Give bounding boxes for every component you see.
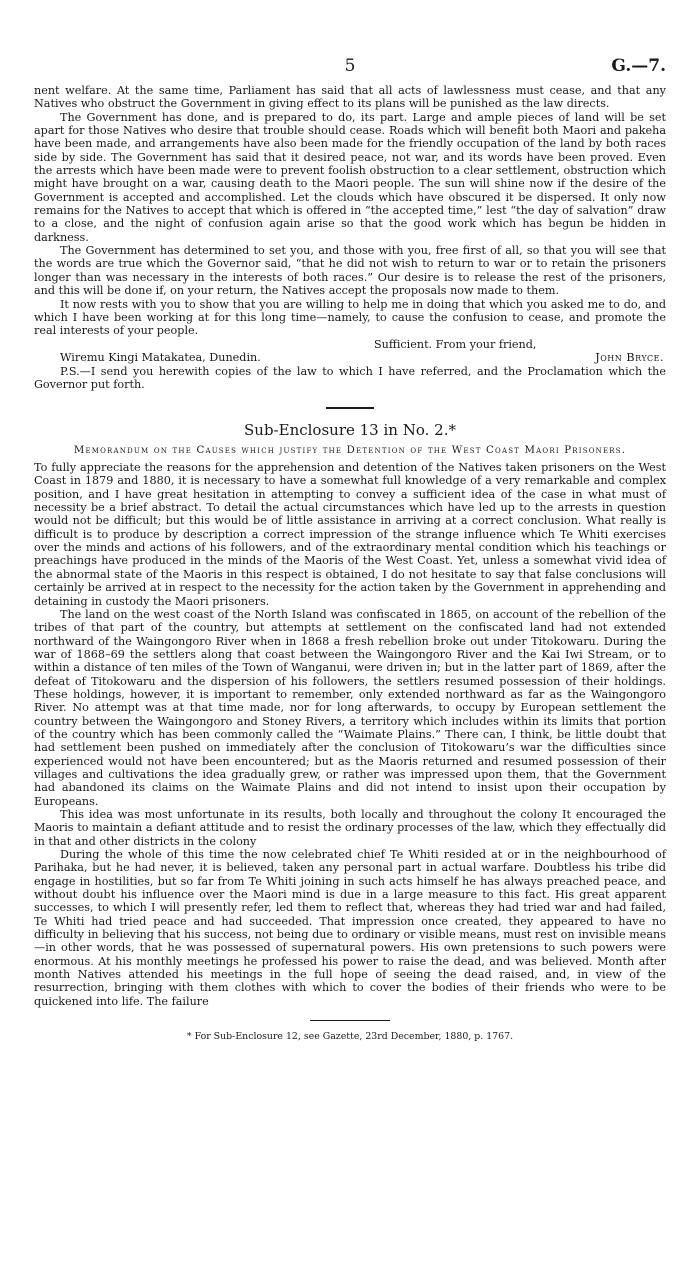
memorandum-paragraph: During the whole of this time the now celebrated chief Te Whiti resided at or in the neighbourhood of Parihaka, but he had never, it is believed, taken any personal part in actual warfare. Doubtless his tribe did engage in hostilities, but so far from Te Whiti joining in such acts himself he has always preached peace, and without doubt his influence over the Maori mind is due in a large measure to this fact. His great apparent successes, to which I will presently refer, led them to reflect that, whereas they had tried war and had failed, Te Whiti had tried peace and had succeeded. That impression once created, they appeared to have no difficulty in believing that his success, not being due to ordinary or visible means, must rest on invisible means—in other words, that he was possessed of supernatural powers. His own pretensions to such powers were enormous. At his monthly meetings he professed his power to raise the dead, and was believed. Month after month Natives attended his meetings in the full hope of seeing the dead raised, and, in view of the resurrection, bringing with them clothes with which to cover the bodies of their friends who were to be quickened into life. The failure xyxy=(34,848,666,1008)
memorandum-paragraph: This idea was most unfortunate in its results, both locally and throughout the colony It encouraged the Maoris to maintain a defiant attitude and to resist the ordinary processes of the law, which they effectually did in that and other districts in the colony xyxy=(34,808,666,848)
memorandum-paragraph: The land on the west coast of the North Island was confiscated in 1865, on account of the rebellion of the tribes of that part of the country, but attempts at settlement on the confiscated land had not extended northward of the Waingongoro River when in 1868 a fresh rebellion broke out under Titokowaru. During the war of 1868–69 the settlers along that coast between the Waingongoro River and the Kai Iwi Stream, or to within a distance of ten miles of the Town of Wanganui, were driven in; but in the latter part of 1869, after the defeat of Titokowaru and the dispersion of his followers, the settlers resumed possession of their holdings. These holdings, however, it is important to remember, only extended northward as far as the Waingongoro River. No attempt was at that time made, nor for long afterwards, to occupy by European settlement the country between the Waingongoro and Stoney Rivers, a territory which includes within its limits that portion of the country which has been commonly called the “Waimate Plains.” There can, I think, be little doubt that had settlement been pushed on immediately after the conclusion of Titokowaru’s war the difficulties since experienced would not have been encountered; but as the Maoris returned and resumed possession of their villages and cultivations the idea gradually grew, or rather was impressed upon them, that the Government had abandoned its claims on the Waimate Plains and did not intend to insist upon their occupation by Europeans. xyxy=(34,607,666,808)
signature-line xyxy=(34,351,666,365)
letter-paragraph: The Government has done, and is prepared to do, its part. Large and ample pieces of land will be set apart for those Natives who desire that trouble should cease. Roads which will benefit both Maori and pakeha have been made, and arrangements have also been made for the friendly occupation of the land by both races side by side. The Government has said that it desired peace, not war, and its words have been proved. Even the arrests which have been made were to prevent foolish obstruction to a clear settlement, obstruction which might have brought on a war, causing death to the Maori people. The sun will shine now if the desire of the Government is accepted and accomplished. Let the clouds which have obscured it be dispersed. It only now remains for the Natives to accept that which is offered in “the accepted time,” lest “the day of salvation” draw to a close, and the night of confusion again arise so that the good work which has begun be hidden in darkness. xyxy=(34,110,666,244)
enclosure-heading: Sub-Enclosure 13 in No. 2.* xyxy=(244,420,456,439)
addressee: Wiremu Kingi Matakatea, Dunedin. xyxy=(60,350,261,364)
memorandum-title: Memorandum on the Causes which justify the Detention of the West Coast Maori Prisoners. xyxy=(73,444,627,456)
signatory: John Bryce. xyxy=(595,350,664,364)
memorandum-body xyxy=(34,461,666,1008)
postscript-block xyxy=(34,365,666,392)
page-number: 5 xyxy=(344,56,356,76)
footnote-divider xyxy=(310,1020,390,1021)
memorandum-paragraph: To fully appreciate the reasons for the apprehension and detention of the Natives taken prisoners on the West Coast in 1879 and 1880, it is necessary to have a somewhat full knowledge of a very remarkable and complex position, and I have great hesitation in attempting to convey a sufficient idea of the case in what must of necessity be a brief abstract. To detail the actual circumstances which have led up to the arrests in question would not be difficult; but this would be of little assistance in arriving at a correct conclusion. What really is difficult is to produce by description a correct impression of the strange influence which Te Whiti exercises over the minds and actions of his followers, and of the extraordinary mental condition which his teachings or preachings have produced in the minds of the Maoris of the West Coast. Yet, unless a somewhat vivid idea of the abnormal state of the Maoris in this respect is obtained, I do not hesitate to say that false conclusions will certainly be arrived at in respect to the necessity for the action taken by the Government in apprehending and detaining in custody the Maori prisoners. xyxy=(34,461,666,608)
letter-body xyxy=(34,84,666,338)
letter-paragraph: It now rests with you to show that you are willing to help me in doing that which you asked me to do, and which I have been working at for this long time—namely, to cause the confusion to cease, and promote the real interests of your people. xyxy=(34,297,666,338)
letter-paragraph: The Government has determined to set you, and those with you, free first of all, so that you will see that the words are true which the Governor said, “that he did not wish to return to war or to retain the prisoners longer than was necessary in the interests of both races.” Our desire is to release the rest of the prisoners, and this will be done if, on your return, the Natives accept the proposals now made to them. xyxy=(34,244,666,298)
postscript: P.S.—I send you herewith copies of the law to which I have referred, and the Proclamation which the Governor put forth. xyxy=(34,364,666,392)
document-page xyxy=(34,52,666,1051)
letter-paragraph: nent welfare. At the same time, Parliament has said that all acts of lawlessness must cease, and that any Natives who obstruct the Government in giving effect to its plans will be punished as the law directs. xyxy=(34,84,666,111)
series-code: G.—7. xyxy=(611,56,666,76)
page-header xyxy=(34,52,666,84)
letter-closing: Sufficient. From your friend, xyxy=(374,337,537,351)
section-divider xyxy=(326,407,374,409)
footnote: * For Sub-Enclosure 12, see Gazette, 23rd December, 1880, p. 1767. xyxy=(186,1030,514,1042)
